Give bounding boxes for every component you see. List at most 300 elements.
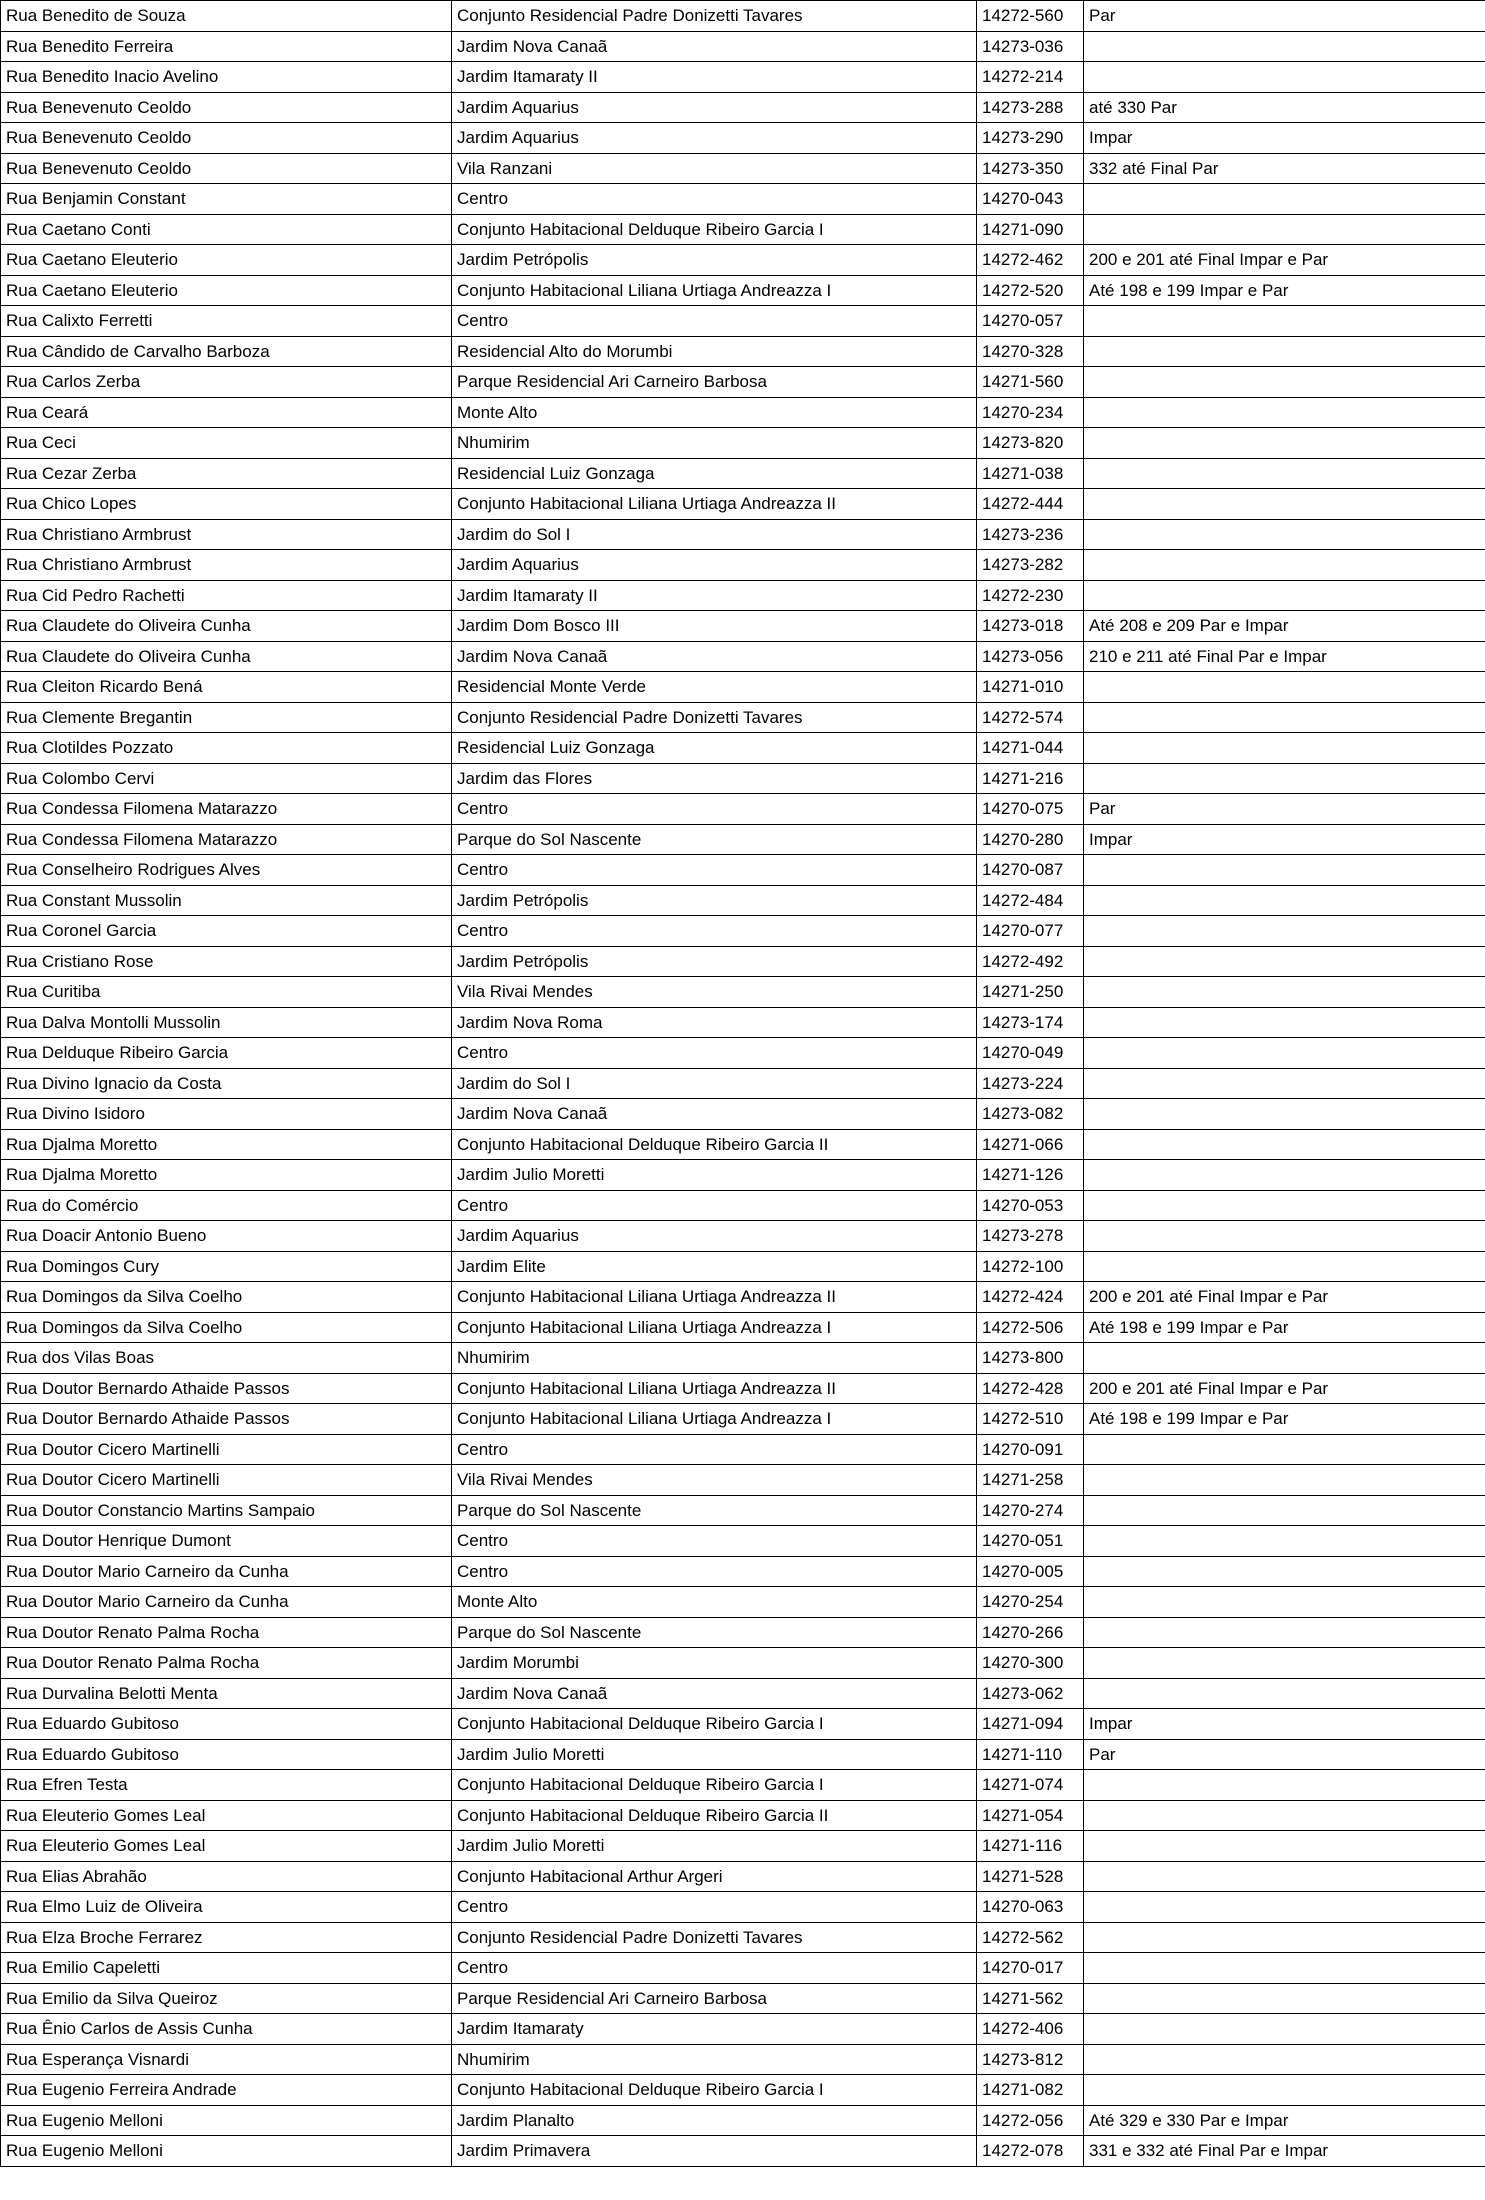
cep-cell: 14270-266: [977, 1617, 1084, 1648]
street-cell: Rua do Comércio: [1, 1190, 452, 1221]
cep-cell: 14270-053: [977, 1190, 1084, 1221]
cep-cell: 14271-082: [977, 2075, 1084, 2106]
table-row: [1, 946, 1485, 977]
table-row: [1, 1922, 1485, 1953]
table-row: [1, 855, 1485, 886]
cep-cell: 14273-224: [977, 1068, 1084, 1099]
neighborhood-cell: Conjunto Residencial Padre Donizetti Tavares: [452, 1, 977, 32]
neighborhood-cell: Jardim Primavera: [452, 2136, 977, 2167]
cep-cell: 14271-110: [977, 1739, 1084, 1770]
cep-cell: 14271-528: [977, 1861, 1084, 1892]
neighborhood-cell: Parque Residencial Ari Carneiro Barbosa: [452, 1983, 977, 2014]
cep-cell: 14273-278: [977, 1221, 1084, 1252]
note-cell: Até 208 e 209 Par e Impar: [1084, 611, 1485, 642]
neighborhood-cell: Vila Rivai Mendes: [452, 977, 977, 1008]
cep-cell: 14271-250: [977, 977, 1084, 1008]
note-cell: [1084, 62, 1485, 93]
cep-cell: 14273-288: [977, 92, 1084, 123]
table-row: [1, 1129, 1485, 1160]
street-cell: Rua Doutor Mario Carneiro da Cunha: [1, 1587, 452, 1618]
street-cell: Rua Christiano Armbrust: [1, 550, 452, 581]
note-cell: [1084, 1465, 1485, 1496]
neighborhood-cell: Conjunto Habitacional Liliana Urtiaga Andreazza I: [452, 275, 977, 306]
table-row: [1, 1434, 1485, 1465]
neighborhood-cell: Centro: [452, 855, 977, 886]
street-cell: Rua Benedito Ferreira: [1, 31, 452, 62]
table-row: [1, 1678, 1485, 1709]
street-cell: Rua Elmo Luiz de Oliveira: [1, 1892, 452, 1923]
note-cell: [1084, 1495, 1485, 1526]
note-cell: [1084, 885, 1485, 916]
street-cell: Rua Elza Broche Ferrarez: [1, 1922, 452, 1953]
table-row: [1, 1343, 1485, 1374]
note-cell: [1084, 1678, 1485, 1709]
cep-cell: 14273-018: [977, 611, 1084, 642]
cep-cell: 14271-126: [977, 1160, 1084, 1191]
note-cell: [1084, 489, 1485, 520]
table-row: [1, 916, 1485, 947]
note-cell: [1084, 428, 1485, 459]
table-row: [1, 1709, 1485, 1740]
note-cell: 210 e 211 até Final Par e Impar: [1084, 641, 1485, 672]
cep-cell: 14271-216: [977, 763, 1084, 794]
cep-cell: 14271-038: [977, 458, 1084, 489]
cep-cell: 14272-078: [977, 2136, 1084, 2167]
street-cell: Rua Cleiton Ricardo Bená: [1, 672, 452, 703]
note-cell: [1084, 733, 1485, 764]
note-cell: [1084, 1068, 1485, 1099]
neighborhood-cell: Conjunto Habitacional Delduque Ribeiro Garcia I: [452, 214, 977, 245]
cep-cell: 14271-074: [977, 1770, 1084, 1801]
neighborhood-cell: Vila Rivai Mendes: [452, 1465, 977, 1496]
neighborhood-cell: Residencial Luiz Gonzaga: [452, 733, 977, 764]
note-cell: Impar: [1084, 824, 1485, 855]
cep-cell: 14273-082: [977, 1099, 1084, 1130]
neighborhood-cell: Jardim Petrópolis: [452, 946, 977, 977]
neighborhood-cell: Jardim Dom Bosco III: [452, 611, 977, 642]
street-cell: Rua Eugenio Melloni: [1, 2105, 452, 2136]
neighborhood-cell: Jardim Julio Moretti: [452, 1160, 977, 1191]
table-row: [1, 824, 1485, 855]
cep-cell: 14273-174: [977, 1007, 1084, 1038]
table-row: [1, 153, 1485, 184]
neighborhood-cell: Jardim Nova Canaã: [452, 1099, 977, 1130]
table-row: [1, 428, 1485, 459]
street-cell: Rua Djalma Moretto: [1, 1160, 452, 1191]
table-row: [1, 275, 1485, 306]
street-cell: Rua Claudete do Oliveira Cunha: [1, 611, 452, 642]
note-cell: [1084, 580, 1485, 611]
neighborhood-cell: Jardim Itamaraty II: [452, 62, 977, 93]
cep-cell: 14272-506: [977, 1312, 1084, 1343]
neighborhood-cell: Jardim do Sol I: [452, 519, 977, 550]
cep-cell: 14271-116: [977, 1831, 1084, 1862]
street-cell: Rua Colombo Cervi: [1, 763, 452, 794]
table-row: [1, 519, 1485, 550]
cep-cell: 14272-562: [977, 1922, 1084, 1953]
street-cell: Rua Doutor Cicero Martinelli: [1, 1434, 452, 1465]
neighborhood-cell: Residencial Luiz Gonzaga: [452, 458, 977, 489]
neighborhood-cell: Centro: [452, 1556, 977, 1587]
neighborhood-cell: Residencial Alto do Morumbi: [452, 336, 977, 367]
note-cell: [1084, 1038, 1485, 1069]
cep-cell: 14271-562: [977, 1983, 1084, 2014]
note-cell: [1084, 1221, 1485, 1252]
table-row: [1, 1861, 1485, 1892]
street-cell: Rua Delduque Ribeiro Garcia: [1, 1038, 452, 1069]
street-cell: Rua Benevenuto Ceoldo: [1, 123, 452, 154]
cep-cell: 14272-230: [977, 580, 1084, 611]
cep-cell: 14272-424: [977, 1282, 1084, 1313]
cep-cell: 14272-406: [977, 2014, 1084, 2045]
street-cell: Rua Christiano Armbrust: [1, 519, 452, 550]
table-row: [1, 1953, 1485, 1984]
neighborhood-cell: Jardim Aquarius: [452, 1221, 977, 1252]
table-row: [1, 1800, 1485, 1831]
street-cell: Rua Doutor Bernardo Athaide Passos: [1, 1373, 452, 1404]
table-row: [1, 1556, 1485, 1587]
cep-cell: 14270-234: [977, 397, 1084, 428]
cep-cell: 14271-066: [977, 1129, 1084, 1160]
table-row: [1, 245, 1485, 276]
table-row: [1, 184, 1485, 215]
cep-cell: 14270-328: [977, 336, 1084, 367]
street-cell: Rua Clemente Bregantin: [1, 702, 452, 733]
note-cell: [1084, 1617, 1485, 1648]
street-cell: Rua Doutor Mario Carneiro da Cunha: [1, 1556, 452, 1587]
note-cell: [1084, 1526, 1485, 1557]
street-cell: Rua Domingos da Silva Coelho: [1, 1312, 452, 1343]
cep-cell: 14272-520: [977, 275, 1084, 306]
street-cell: Rua Benevenuto Ceoldo: [1, 153, 452, 184]
cep-cell: 14272-214: [977, 62, 1084, 93]
street-cell: Rua Doutor Renato Palma Rocha: [1, 1617, 452, 1648]
neighborhood-cell: Jardim Julio Moretti: [452, 1739, 977, 1770]
neighborhood-cell: Residencial Monte Verde: [452, 672, 977, 703]
neighborhood-cell: Nhumirim: [452, 1343, 977, 1374]
neighborhood-cell: Jardim Elite: [452, 1251, 977, 1282]
note-cell: [1084, 519, 1485, 550]
neighborhood-cell: Parque do Sol Nascente: [452, 1617, 977, 1648]
note-cell: [1084, 1251, 1485, 1282]
cep-cell: 14273-062: [977, 1678, 1084, 1709]
street-cell: Rua Condessa Filomena Matarazzo: [1, 824, 452, 855]
cep-cell: 14272-510: [977, 1404, 1084, 1435]
street-cell: Rua Cezar Zerba: [1, 458, 452, 489]
street-cell: Rua Chico Lopes: [1, 489, 452, 520]
street-cell: Rua Emilio da Silva Queiroz: [1, 1983, 452, 2014]
table-row: [1, 214, 1485, 245]
street-cell: Rua Benevenuto Ceoldo: [1, 92, 452, 123]
cep-cell: 14270-043: [977, 184, 1084, 215]
neighborhood-cell: Jardim Aquarius: [452, 92, 977, 123]
street-cell: Rua Curitiba: [1, 977, 452, 1008]
street-cell: Rua Carlos Zerba: [1, 367, 452, 398]
street-cell: Rua Benedito Inacio Avelino: [1, 62, 452, 93]
cep-cell: 14273-350: [977, 153, 1084, 184]
neighborhood-cell: Centro: [452, 1526, 977, 1557]
neighborhood-cell: Parque do Sol Nascente: [452, 1495, 977, 1526]
note-cell: 200 e 201 até Final Impar e Par: [1084, 245, 1485, 276]
table-row: [1, 2014, 1485, 2045]
street-cell: Rua Clotildes Pozzato: [1, 733, 452, 764]
note-cell: 200 e 201 até Final Impar e Par: [1084, 1373, 1485, 1404]
note-cell: [1084, 306, 1485, 337]
note-cell: [1084, 1892, 1485, 1923]
note-cell: [1084, 184, 1485, 215]
neighborhood-cell: Centro: [452, 916, 977, 947]
note-cell: [1084, 458, 1485, 489]
street-cell: Rua Divino Isidoro: [1, 1099, 452, 1130]
neighborhood-cell: Nhumirim: [452, 2044, 977, 2075]
street-cell: Rua Eduardo Gubitoso: [1, 1739, 452, 1770]
neighborhood-cell: Conjunto Habitacional Liliana Urtiaga Andreazza I: [452, 1312, 977, 1343]
note-cell: [1084, 1770, 1485, 1801]
neighborhood-cell: Jardim do Sol I: [452, 1068, 977, 1099]
neighborhood-cell: Jardim Nova Roma: [452, 1007, 977, 1038]
street-cell: Rua Caetano Eleuterio: [1, 245, 452, 276]
street-cell: Rua Elias Abrahão: [1, 1861, 452, 1892]
table-row: [1, 763, 1485, 794]
street-cell: Rua Eduardo Gubitoso: [1, 1709, 452, 1740]
street-cell: Rua Cristiano Rose: [1, 946, 452, 977]
note-cell: [1084, 1099, 1485, 1130]
table-row: [1, 62, 1485, 93]
cep-cell: 14271-010: [977, 672, 1084, 703]
cep-cell: 14270-051: [977, 1526, 1084, 1557]
note-cell: Até 329 e 330 Par e Impar: [1084, 2105, 1485, 2136]
table-row: [1, 92, 1485, 123]
table-row: [1, 641, 1485, 672]
cep-cell: 14270-075: [977, 794, 1084, 825]
table-row: [1, 1, 1485, 32]
street-cell: Rua Domingos da Silva Coelho: [1, 1282, 452, 1313]
street-cell: Rua Doutor Constancio Martins Sampaio: [1, 1495, 452, 1526]
cep-cell: 14270-017: [977, 1953, 1084, 1984]
street-cell: Rua Doutor Bernardo Athaide Passos: [1, 1404, 452, 1435]
note-cell: Par: [1084, 794, 1485, 825]
street-cell: Rua Eleuterio Gomes Leal: [1, 1800, 452, 1831]
table-row: [1, 2044, 1485, 2075]
cep-cell: 14270-063: [977, 1892, 1084, 1923]
street-cell: Rua Doutor Renato Palma Rocha: [1, 1648, 452, 1679]
street-cell: Rua Calixto Ferretti: [1, 306, 452, 337]
note-cell: [1084, 31, 1485, 62]
note-cell: Até 198 e 199 Impar e Par: [1084, 1312, 1485, 1343]
cep-cell: 14272-574: [977, 702, 1084, 733]
cep-cell: 14270-057: [977, 306, 1084, 337]
cep-cell: 14271-094: [977, 1709, 1084, 1740]
street-cell: Rua Domingos Cury: [1, 1251, 452, 1282]
neighborhood-cell: Jardim Julio Moretti: [452, 1831, 977, 1862]
table-row: [1, 1038, 1485, 1069]
street-cell: Rua Benjamin Constant: [1, 184, 452, 215]
cep-cell: 14272-100: [977, 1251, 1084, 1282]
neighborhood-cell: Jardim Nova Canaã: [452, 1678, 977, 1709]
table-row: [1, 580, 1485, 611]
note-cell: [1084, 763, 1485, 794]
neighborhood-cell: Conjunto Habitacional Liliana Urtiaga Andreazza I: [452, 1404, 977, 1435]
cep-cell: 14272-492: [977, 946, 1084, 977]
table-row: [1, 31, 1485, 62]
note-cell: [1084, 1648, 1485, 1679]
table-row: [1, 1221, 1485, 1252]
street-cell: Rua Dalva Montolli Mussolin: [1, 1007, 452, 1038]
neighborhood-cell: Jardim Planalto: [452, 2105, 977, 2136]
street-cell: Rua Doutor Henrique Dumont: [1, 1526, 452, 1557]
note-cell: [1084, 1587, 1485, 1618]
street-cell: Rua Ênio Carlos de Assis Cunha: [1, 2014, 452, 2045]
table-row: [1, 702, 1485, 733]
neighborhood-cell: Jardim das Flores: [452, 763, 977, 794]
table-row: [1, 611, 1485, 642]
neighborhood-cell: Conjunto Residencial Padre Donizetti Tavares: [452, 1922, 977, 1953]
note-cell: Impar: [1084, 123, 1485, 154]
table-row: [1, 1007, 1485, 1038]
table-row: [1, 336, 1485, 367]
table-row: [1, 1770, 1485, 1801]
cep-table-body: [1, 1, 1485, 2167]
street-cell: Rua Conselheiro Rodrigues Alves: [1, 855, 452, 886]
neighborhood-cell: Monte Alto: [452, 1587, 977, 1618]
street-cell: Rua Ceci: [1, 428, 452, 459]
note-cell: [1084, 1831, 1485, 1862]
table-row: [1, 1648, 1485, 1679]
neighborhood-cell: Conjunto Habitacional Liliana Urtiaga Andreazza II: [452, 489, 977, 520]
table-row: [1, 885, 1485, 916]
cep-cell: 14271-090: [977, 214, 1084, 245]
note-cell: Até 198 e 199 Impar e Par: [1084, 275, 1485, 306]
note-cell: [1084, 916, 1485, 947]
street-cell: Rua Cid Pedro Rachetti: [1, 580, 452, 611]
note-cell: [1084, 1343, 1485, 1374]
neighborhood-cell: Conjunto Habitacional Delduque Ribeiro Garcia I: [452, 2075, 977, 2106]
street-cell: Rua Claudete do Oliveira Cunha: [1, 641, 452, 672]
street-cell: Rua Durvalina Belotti Menta: [1, 1678, 452, 1709]
street-cell: Rua Djalma Moretto: [1, 1129, 452, 1160]
street-cell: Rua Ceará: [1, 397, 452, 428]
table-row: [1, 1983, 1485, 2014]
neighborhood-cell: Vila Ranzani: [452, 153, 977, 184]
note-cell: [1084, 1800, 1485, 1831]
note-cell: [1084, 397, 1485, 428]
neighborhood-cell: Parque do Sol Nascente: [452, 824, 977, 855]
cep-cell: 14273-236: [977, 519, 1084, 550]
table-row: [1, 2105, 1485, 2136]
note-cell: 200 e 201 até Final Impar e Par: [1084, 1282, 1485, 1313]
neighborhood-cell: Conjunto Habitacional Arthur Argeri: [452, 1861, 977, 1892]
cep-cell: 14272-484: [977, 885, 1084, 916]
note-cell: Impar: [1084, 1709, 1485, 1740]
table-row: [1, 977, 1485, 1008]
note-cell: [1084, 2014, 1485, 2045]
cep-cell: 14270-254: [977, 1587, 1084, 1618]
note-cell: [1084, 1190, 1485, 1221]
table-row: [1, 1617, 1485, 1648]
cep-cell: 14270-300: [977, 1648, 1084, 1679]
cep-cell: 14272-444: [977, 489, 1084, 520]
street-cell: Rua Caetano Conti: [1, 214, 452, 245]
note-cell: [1084, 1556, 1485, 1587]
cep-cell: 14271-560: [977, 367, 1084, 398]
table-row: [1, 550, 1485, 581]
cep-cell: 14270-087: [977, 855, 1084, 886]
note-cell: Par: [1084, 1, 1485, 32]
table-row: [1, 1099, 1485, 1130]
cep-cell: 14270-091: [977, 1434, 1084, 1465]
street-cell: Rua dos Vilas Boas: [1, 1343, 452, 1374]
note-cell: [1084, 672, 1485, 703]
table-row: [1, 672, 1485, 703]
cep-cell: 14273-820: [977, 428, 1084, 459]
neighborhood-cell: Monte Alto: [452, 397, 977, 428]
table-row: [1, 458, 1485, 489]
neighborhood-cell: Nhumirim: [452, 428, 977, 459]
note-cell: 332 até Final Par: [1084, 153, 1485, 184]
neighborhood-cell: Conjunto Habitacional Delduque Ribeiro Garcia I: [452, 1709, 977, 1740]
street-cell: Rua Coronel Garcia: [1, 916, 452, 947]
neighborhood-cell: Jardim Nova Canaã: [452, 641, 977, 672]
table-row: [1, 1495, 1485, 1526]
neighborhood-cell: Centro: [452, 184, 977, 215]
street-cell: Rua Emilio Capeletti: [1, 1953, 452, 1984]
neighborhood-cell: Jardim Aquarius: [452, 550, 977, 581]
neighborhood-cell: Jardim Aquarius: [452, 123, 977, 154]
cep-cell: 14270-280: [977, 824, 1084, 855]
neighborhood-cell: Centro: [452, 1892, 977, 1923]
neighborhood-cell: Conjunto Habitacional Liliana Urtiaga Andreazza II: [452, 1282, 977, 1313]
table-row: [1, 1404, 1485, 1435]
note-cell: [1084, 1434, 1485, 1465]
cep-cell: 14273-282: [977, 550, 1084, 581]
table-row: [1, 1160, 1485, 1191]
neighborhood-cell: Conjunto Habitacional Delduque Ribeiro Garcia II: [452, 1129, 977, 1160]
table-row: [1, 1373, 1485, 1404]
note-cell: Par: [1084, 1739, 1485, 1770]
neighborhood-cell: Conjunto Residencial Padre Donizetti Tavares: [452, 702, 977, 733]
neighborhood-cell: Jardim Itamaraty: [452, 2014, 977, 2045]
note-cell: [1084, 367, 1485, 398]
table-row: [1, 1190, 1485, 1221]
cep-cell: 14273-800: [977, 1343, 1084, 1374]
table-row: [1, 1739, 1485, 1770]
cep-cell: 14273-036: [977, 31, 1084, 62]
note-cell: [1084, 1160, 1485, 1191]
neighborhood-cell: Jardim Petrópolis: [452, 245, 977, 276]
neighborhood-cell: Conjunto Habitacional Delduque Ribeiro Garcia II: [452, 1800, 977, 1831]
street-cell: Rua Constant Mussolin: [1, 885, 452, 916]
neighborhood-cell: Jardim Itamaraty II: [452, 580, 977, 611]
note-cell: 331 e 332 até Final Par e Impar: [1084, 2136, 1485, 2167]
table-row: [1, 397, 1485, 428]
cep-cell: 14273-812: [977, 2044, 1084, 2075]
table-row: [1, 1526, 1485, 1557]
neighborhood-cell: Centro: [452, 794, 977, 825]
street-cell: Rua Divino Ignacio da Costa: [1, 1068, 452, 1099]
street-cell: Rua Condessa Filomena Matarazzo: [1, 794, 452, 825]
cep-cell: 14270-005: [977, 1556, 1084, 1587]
cep-cell: 14270-077: [977, 916, 1084, 947]
note-cell: [1084, 1129, 1485, 1160]
neighborhood-cell: Jardim Nova Canaã: [452, 31, 977, 62]
note-cell: [1084, 977, 1485, 1008]
table-row: [1, 2136, 1485, 2167]
street-cell: Rua Eugenio Ferreira Andrade: [1, 2075, 452, 2106]
table-row: [1, 1312, 1485, 1343]
table-row: [1, 1251, 1485, 1282]
neighborhood-cell: Conjunto Habitacional Delduque Ribeiro Garcia I: [452, 1770, 977, 1801]
table-row: [1, 1465, 1485, 1496]
